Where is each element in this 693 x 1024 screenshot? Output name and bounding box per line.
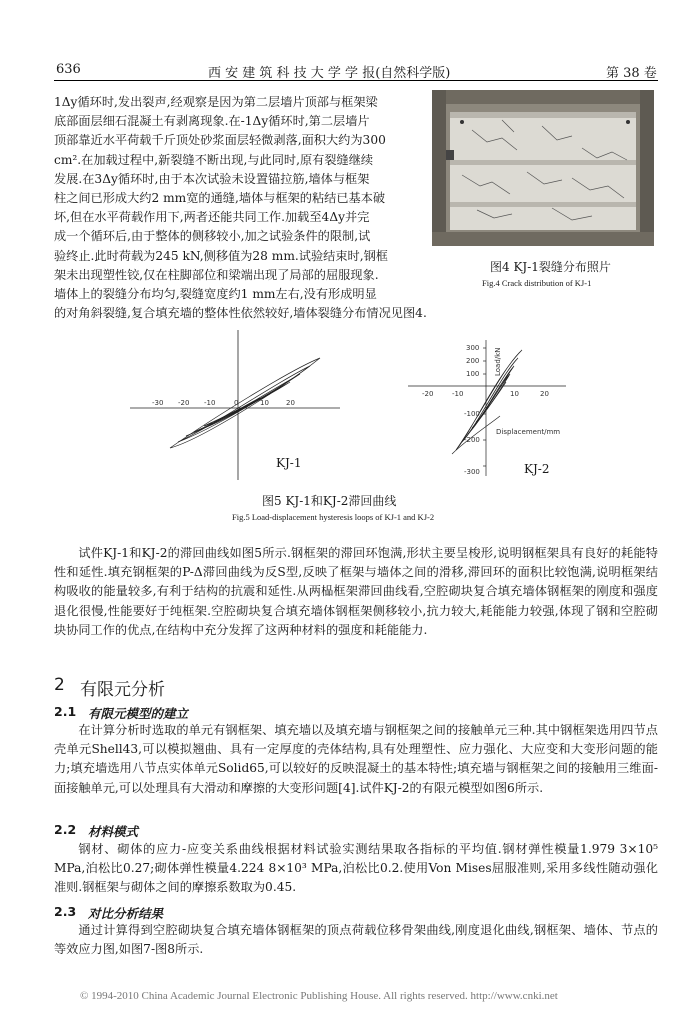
subsection-title: 有限元模型的建立 <box>88 706 189 721</box>
subsection-title: 材料模式 <box>88 824 139 839</box>
kj1-loops <box>170 358 320 448</box>
subsection-title: 对比分析结果 <box>88 906 164 921</box>
intro-line: 坏,但在水平荷载作用下,两者还能共同工作.加载至4Δy并完 <box>54 210 370 225</box>
kj2-y-tick: -100 <box>464 410 480 418</box>
intro-line: 顶部靠近水平荷载千斤顶处砂浆面层轻微剥落,面积大约为300 <box>54 133 386 148</box>
subsection-number: 2.3 <box>54 904 77 919</box>
kj2-y-tick: 300 <box>466 344 480 352</box>
kj1-label: KJ-1 <box>276 456 302 470</box>
kj1-x-tick: -20 <box>178 399 190 407</box>
section-title: 有限元分析 <box>80 680 165 700</box>
intro-line: 验终止.此时荷载为245 kN,侧移值为28 mm.试验结束时,钢框 <box>54 248 388 263</box>
fig5-caption-en: Fig.5 Load-displacement hysteresis loops of KJ-1 and KJ-2 <box>232 512 435 522</box>
discussion-paragraph: 试件KJ-1和KJ-2的滞回曲线如图5所示.钢框架的滞回环饱满,形状主要呈梭形,说明钢框架具有良好的耗能特性和延性.填充钢框架的P-Δ滞回曲线为反S型,反映了框架与墙体之间的滑移,滞回环的面积比较饱满,说明框架结构吸收的能量较多,有利于结构的抗震和延性.从两榀框架滞回曲线看,空腔砌块复合填充墙体钢框架的刚度和强度退化很慢,性能要好于纯框架.空腔砌块复合填充墙体钢框架侧移较小,抗力较大,耗能能力较强,体现了钢和空腔砌块协同工作的优点,在结构中充分发挥了这两种材料的强度和耗能能力. <box>54 546 658 637</box>
kj2-x-tick: -20 <box>422 390 434 398</box>
kj2-y-tick: -200 <box>464 436 480 444</box>
section-number: 2 <box>54 675 65 695</box>
intro-line: 成一个循环后,由于整体的侧移较小,加之试验条件的限制,试 <box>54 229 371 244</box>
intro-last-line: 的对角斜裂缝,复合填充墙的整体性依然较好,墙体裂缝分布情况见图4. <box>54 306 427 320</box>
kj2-x-title: Displacement/mm <box>496 428 561 436</box>
crack-photo <box>432 90 654 246</box>
kj2-label: KJ-2 <box>524 462 550 476</box>
fig4-caption-en: Fig.4 Crack distribution of KJ-1 <box>482 278 592 288</box>
fig4-caption-zh: 图4 KJ-1裂缝分布照片 <box>490 260 611 274</box>
intro-line: cm².在加载过程中,新裂缝不断出现,与此同时,原有裂缝继续 <box>54 152 374 167</box>
intro-line: 底部面层细石混凝土有剥离现象.在-1Δy循环时,第二层墙片 <box>54 114 370 129</box>
kj1-x-tick: -10 <box>204 399 216 407</box>
kj2-y-tick: 200 <box>466 357 480 365</box>
intro-line: 柱之间已形成大约2 mm宽的通缝,墙体与框架的粘结已基本破 <box>54 191 386 206</box>
kj1-x-tick: 20 <box>286 399 295 407</box>
kj1-x-tick: -30 <box>152 399 164 407</box>
subsection-text: 通过计算得到空腔砌块复合填充墙体钢框架的顶点荷载位移骨架曲线,刚度退化曲线,钢框架、墙体、节点的等效应力图,如图7-图8所示. <box>54 923 658 957</box>
subsection-number: 2.2 <box>54 822 77 837</box>
kj1-x-tick: 10 <box>260 399 269 407</box>
subsection-number: 2.1 <box>54 704 77 719</box>
subsection-text: 钢材、砌体的应力-应变关系曲线根据材料试验实测结果取各指标的平均值.钢材弹性模量1.979 3×10⁵ MPa,泊松比0.27;砌体弹性模量4.224 8×10³ MPa,泊松比0.2.使用Von Mises屈服准则,采用多线性随动强化准则.钢框架与砌体之间的摩擦系数取为0.45. <box>54 842 658 895</box>
volume-label: 第 38 卷 <box>606 66 657 81</box>
kj2-y-tick: -300 <box>464 468 480 476</box>
kj2-y-tick: 100 <box>466 370 480 378</box>
kj1-x-tick: 0 <box>234 399 239 407</box>
intro-line: 架未出现塑性铰,仅在柱脚部位和梁端出现了局部的屈服现象. <box>54 267 379 282</box>
intro-paragraph <box>54 93 424 304</box>
intro-line: 发展.在3Δy循环时,由于本次试验未设置锚拉筋,墙体与框架 <box>54 171 370 186</box>
kj2-x-tick: -10 <box>452 390 464 398</box>
kj2-x-tick: 10 <box>510 390 519 398</box>
intro-line: 1Δy循环时,发出裂声,经观察是因为第二层墙片顶部与框架梁 <box>54 95 378 109</box>
kj2-hysteresis-chart <box>400 336 570 478</box>
fig5-caption-zh: 图5 KJ-1和KJ-2滞回曲线 <box>262 494 397 508</box>
copyright-footer: © 1994-2010 China Academic Journal Electronic Publishing House. All rights reserved. http://www.cnki.net <box>80 990 558 1002</box>
header-rule <box>54 80 658 81</box>
subsection-text: 在计算分析时选取的单元有钢框架、填充墙以及填充墙与钢框架之间的接触单元三种.其中钢框架选用四节点壳单元Shell43,可以模拟翘曲、具有一定厚度的壳体结构,具有处理塑性、应力强化、大应变和大变形问题的能力;填充墙选用八节点实体单元Solid65,可以较好的反映混凝土的基本特性;填充墙与钢框架之间的接触用三维面-面接触单元,可以处理具有大滑动和摩擦的大变形问题[4].试件KJ-2的有限元模型如图6所示. <box>54 723 658 795</box>
intro-line: 墙体上的裂缝分布均匀,裂缝宽度约1 mm左右,没有形成明显 <box>54 287 377 302</box>
kj2-x-tick: 20 <box>540 390 549 398</box>
journal-title: 西 安 建 筑 科 技 大 学 学 报(自然科学版) <box>208 66 451 81</box>
kj1-hysteresis-chart <box>130 330 340 480</box>
page-number: 636 <box>56 62 81 77</box>
kj2-y-title: Load/kN <box>494 347 502 376</box>
